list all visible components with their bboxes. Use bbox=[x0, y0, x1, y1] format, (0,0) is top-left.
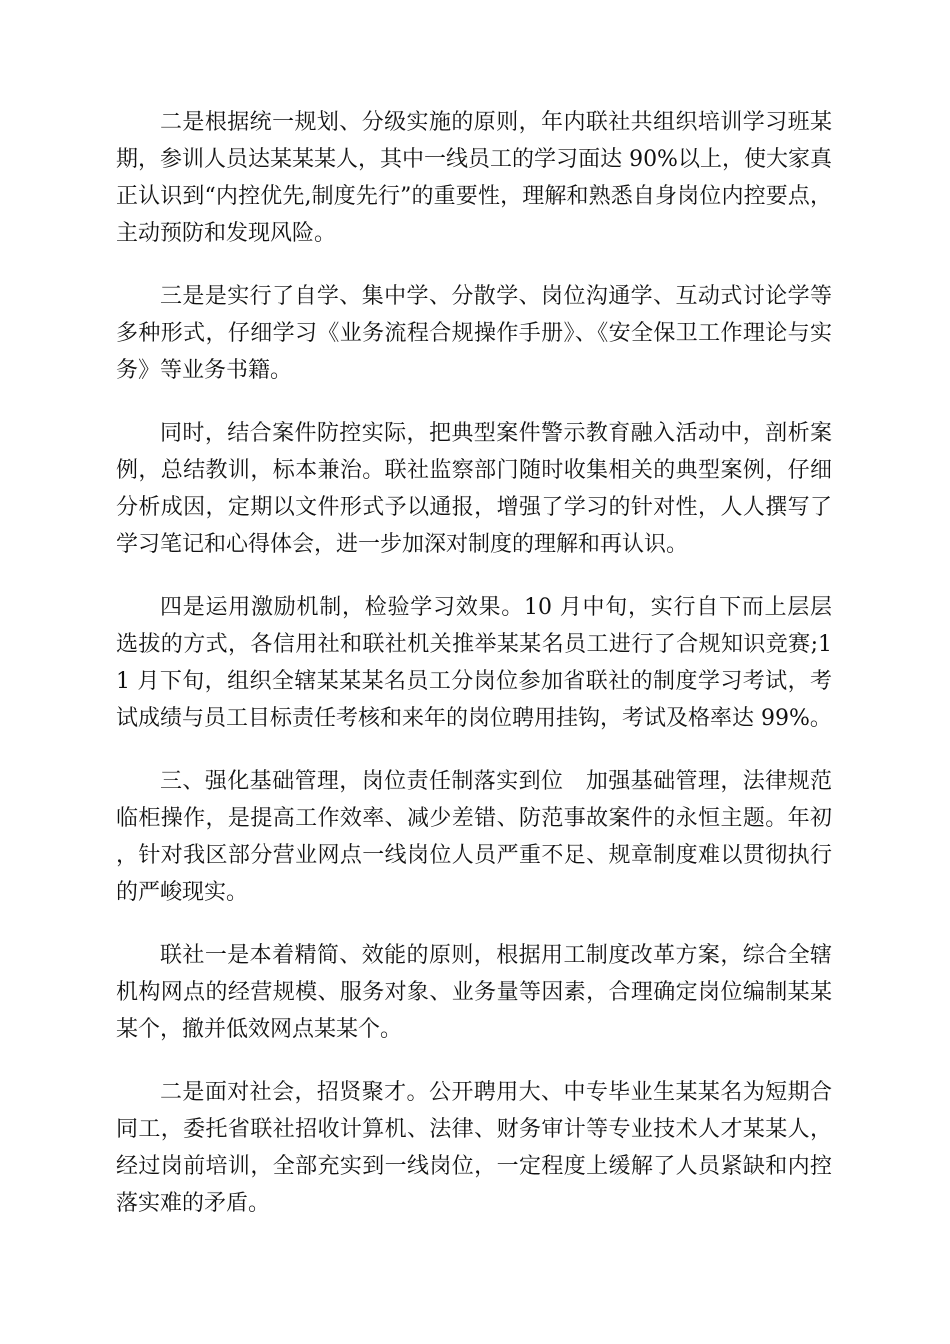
paragraph-6: 联社一是本着精简、效能的原则，根据用工制度改革方案，综合全辖机构网点的经营规模、服务对象、业务量等因素，合理确定岗位编制某某某个，撤并低效网点某某个。 bbox=[116, 943, 832, 1042]
paragraph-1: 二是根据统一规划、分级实施的原则，年内联社共组织培训学习班某期，参训人员达某某某人，其中一线员工的学习面达 90%以上，使大家真正认识到“内控优先,制度先行”的重要性，理解和熟悉自身岗位内控要点，主动预防和发现风险。 bbox=[116, 110, 832, 246]
paragraph-3: 同时，结合案件防控实际，把典型案件警示教育融入活动中，剖析案例，总结教训，标本兼治。联社监察部门随时收集相关的典型案例，仔细分析成因，定期以文件形式予以通报，增强了学习的针对性，人人撰写了学习笔记和心得体会，进一步加深对制度的理解和再认识。 bbox=[116, 421, 832, 557]
paragraph-4: 四是运用激励机制，检验学习效果。10 月中旬，实行自下而上层层选拔的方式，各信用社和联社机关推举某某名员工进行了合规知识竞赛;11 月下旬，组织全辖某某某名员工分岗位参加省联社的制度学习考试，考试成绩与员工目标责任考核和来年的岗位聘用挂钩，考试及格率达 99%。 bbox=[116, 595, 832, 731]
paragraph-2: 三是是实行了自学、集中学、分散学、岗位沟通学、互动式讨论学等多种形式，仔细学习《业务流程合规操作手册》、《安全保卫工作理论与实务》等业务书籍。 bbox=[116, 284, 832, 383]
paragraph-5: 三、强化基础管理，岗位责任制落实到位 加强基础管理，法律规范临柜操作，是提高工作效率、减少差错、防范事故案件的永恒主题。年初，针对我区部分营业网点一线岗位人员严重不足、规章制度难以贯彻执行的严峻现实。 bbox=[116, 769, 832, 905]
paragraph-7: 二是面对社会，招贤聚才。公开聘用大、中专毕业生某某名为短期合同工，委托省联社招收计算机、法律、财务审计等专业技术人才某某人，经过岗前培训，全部充实到一线岗位，一定程度上缓解了人员紧缺和内控落实难的矛盾。 bbox=[116, 1080, 832, 1216]
document-body bbox=[116, 104, 832, 1248]
